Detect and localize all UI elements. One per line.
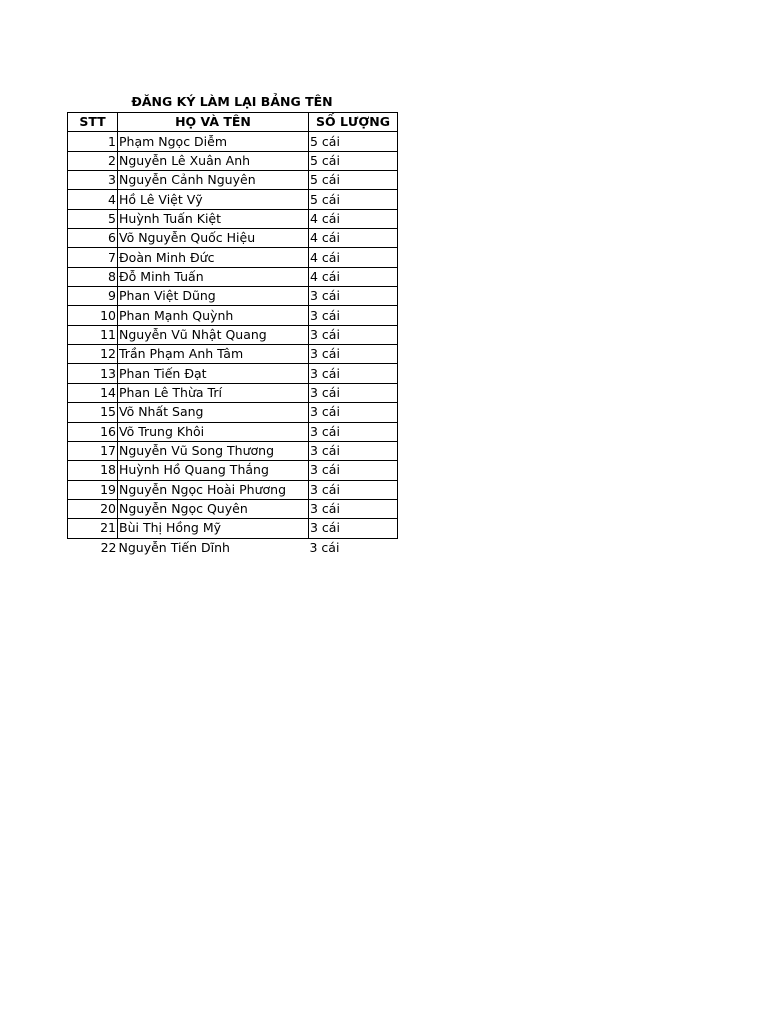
cell-stt: 5 [68,209,118,228]
header-stt: STT [68,113,118,132]
cell-stt: 19 [68,480,118,499]
cell-stt: 21 [68,519,118,538]
cell-stt: 4 [68,190,118,209]
cell-stt: 6 [68,229,118,248]
table-row [68,287,398,306]
cell-qty: 3 cái [309,422,398,441]
registration-table [67,112,398,557]
cell-qty: 3 cái [309,441,398,460]
table-row [68,171,398,190]
cell-qty: 3 cái [309,461,398,480]
cell-qty: 3 cái [309,539,340,555]
table-row [68,383,398,402]
cell-stt: 15 [68,403,118,422]
cell-stt: 17 [68,441,118,460]
table-row [68,190,398,209]
header-qty: SỐ LƯỢNG [309,113,398,132]
cell-stt: 10 [68,306,118,325]
table-row [68,306,398,325]
cell-name: Võ Nguyễn Quốc Hiệu [118,229,309,248]
cell-name: Phan Việt Dũng [118,287,309,306]
cell-qty: 5 cái [309,132,398,151]
table-row [68,519,398,538]
table-row [68,345,398,364]
cell-name: Nguyễn Vũ Song Thương [118,441,309,460]
cell-stt: 7 [68,248,118,267]
cell-name: Nguyễn Ngọc Hoài Phương [118,480,309,499]
cell-qty: 3 cái [309,499,398,518]
cell-name: Phạm Ngọc Diễm [118,132,309,151]
cell-qty: 3 cái [309,519,398,538]
cell-stt: 22 [100,539,117,555]
cell-qty: 4 cái [309,267,398,286]
cell-qty: 4 cái [309,248,398,267]
table-row [68,538,398,557]
header-name: HỌ VÀ TÊN [118,113,309,132]
cell-name: Huỳnh Tuấn Kiệt [118,209,309,228]
cell-qty: 3 cái [309,287,398,306]
cell-qty: 5 cái [309,151,398,170]
table-row [68,209,398,228]
cell-name: Đỗ Minh Tuấn [118,267,309,286]
cell-name: Trần Phạm Anh Tâm [118,345,309,364]
cell-qty: 3 cái [309,345,398,364]
cell-stt: 8 [68,267,118,286]
cell-stt: 12 [68,345,118,364]
table-row [68,267,398,286]
sheet-title: ĐĂNG KÝ LÀM LẠI BẢNG TÊN [131,94,333,109]
cell-name: Võ Trung Khôi [118,422,309,441]
cell-stt: 16 [68,422,118,441]
cell-stt: 1 [68,132,118,151]
cell-name: Phan Mạnh Quỳnh [118,306,309,325]
cell-stt: 2 [68,151,118,170]
cell-name: Bùi Thị Hồng Mỹ [118,519,309,538]
table-row [68,403,398,422]
cell-stt: 18 [68,461,118,480]
table-row [68,151,398,170]
cell-qty: 3 cái [309,383,398,402]
cell-name: Phan Lê Thừa Trí [118,383,309,402]
cell-name: Phan Tiến Đạt [118,364,309,383]
cell-name: Nguyễn Lê Xuân Anh [118,151,309,170]
cell-stt: 11 [68,325,118,344]
table-row [68,325,398,344]
cell-name: Nguyễn Cảnh Nguyên [118,171,309,190]
cell-stt: 3 [68,171,118,190]
cell-qty: 3 cái [309,325,398,344]
cell-qty: 3 cái [309,306,398,325]
cell-stt: 20 [68,499,118,518]
cell-stt: 14 [68,383,118,402]
cell-name: Nguyễn Ngọc Quyên [118,499,309,518]
table-row [68,461,398,480]
cell-name: Nguyễn Vũ Nhật Quang [118,325,309,344]
cell-qty: 3 cái [309,480,398,499]
cell-stt: 9 [68,287,118,306]
cell-qty: 5 cái [309,190,398,209]
table-row [68,364,398,383]
table-row [68,229,398,248]
table-row [68,248,398,267]
table-row [68,441,398,460]
cell-qty: 3 cái [309,364,398,383]
header-row [68,113,398,132]
cell-name: Huỳnh Hồ Quang Thắng [118,461,309,480]
cell-qty: 3 cái [309,403,398,422]
table-row [68,422,398,441]
table-row [68,132,398,151]
cell-qty: 4 cái [309,229,398,248]
cell-name: Hồ Lê Việt Vỹ [118,190,309,209]
cell-name: Nguyễn Tiến Dĩnh [118,539,230,555]
cell-name: Võ Nhất Sang [118,403,309,422]
table-row [68,499,398,518]
table-row [68,480,398,499]
cell-qty: 4 cái [309,209,398,228]
cell-stt: 13 [68,364,118,383]
cell-name: Đoàn Minh Đức [118,248,309,267]
cell-qty: 5 cái [309,171,398,190]
